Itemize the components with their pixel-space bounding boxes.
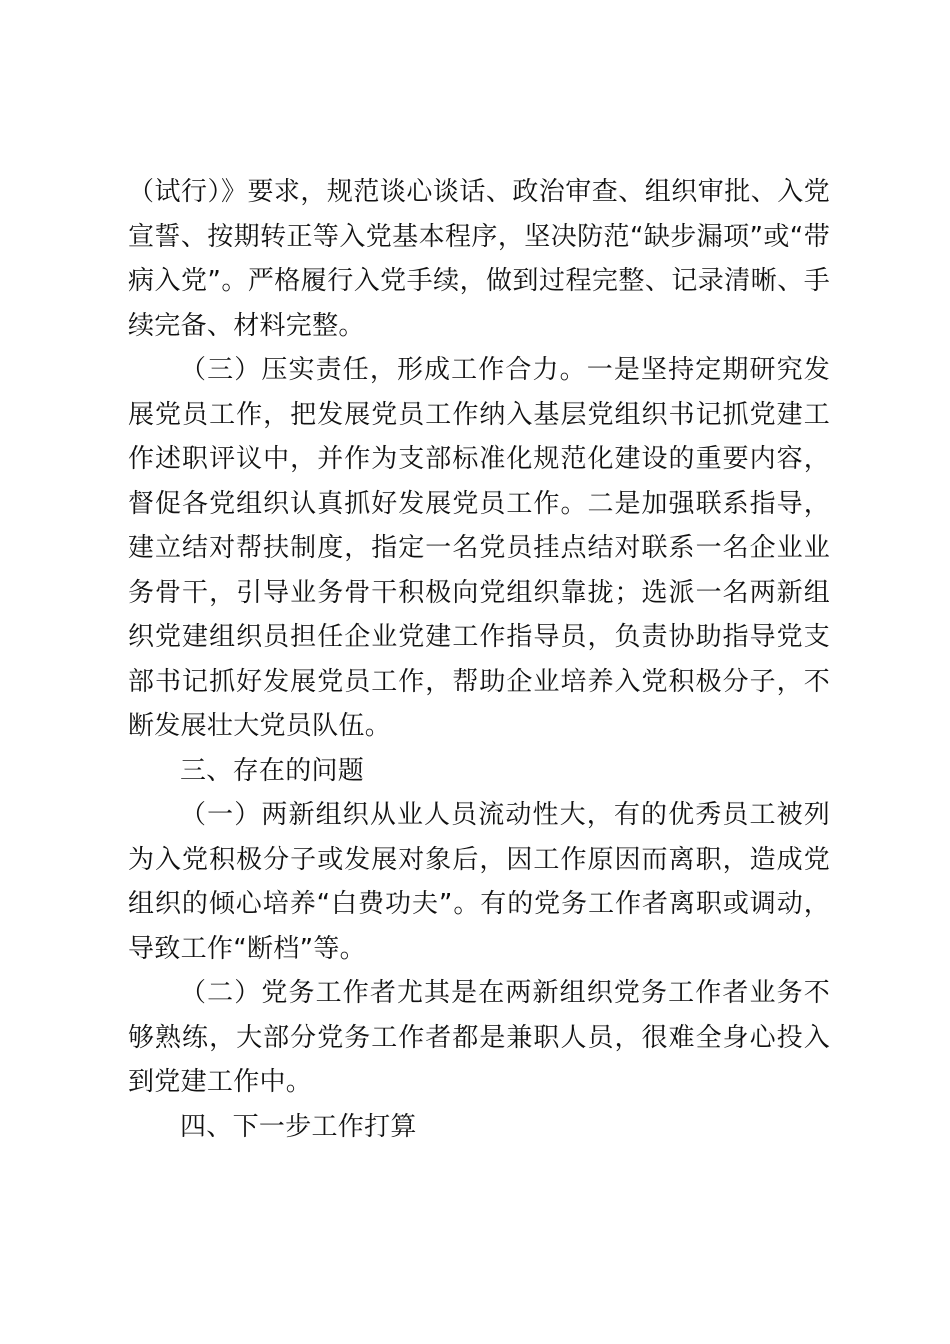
paragraph-continued: （试行）》要求，规范谈心谈话、政治审查、组织审批、入党宣誓、按期转正等入党基本程序，坚决防范“缺步漏项”或“带病入党”。严格履行入党手续，做到过程完整、记录清晰、手续完备、材料完整。: [128, 177, 830, 341]
paragraph-section-3: （三）压实责任，形成工作合力。一是坚持定期研究发展党员工作，把发展党员工作纳入基层党组织书记抓党建工作述职评议中，并作为支部标准化规范化建设的重要内容，督促各党组织认真抓好发展党员工作。二是加强联系指导，建立结对帮扶制度，指定一名党员挂点结对联系一名企业业务骨干，引导业务骨干积极向党组织靠拢；选派一名两新组织党建组织员担任企业党建工作指导员，负责协助指导党支部书记抓好发展党员工作，帮助企业培养入党积极分子，不断发展壮大党员队伍。: [128, 355, 830, 741]
heading-existing-problems: 三、存在的问题: [180, 755, 365, 786]
paragraph-problem-2: （二）党务工作者尤其是在两新组织党务工作者业务不够熟练，大部分党务工作者都是兼职人员，很难全身心投入到党建工作中。: [128, 978, 830, 1097]
heading-next-steps: 四、下一步工作打算: [180, 1111, 417, 1142]
document-body: [128, 170, 830, 1149]
paragraph-problem-1: （一）两新组织从业人员流动性大，有的优秀员工被列为入党积极分子或发展对象后，因工作原因而离职，造成党组织的倾心培养“白费功夫”。有的党务工作者离职或调动，导致工作“断档”等。: [128, 800, 830, 964]
